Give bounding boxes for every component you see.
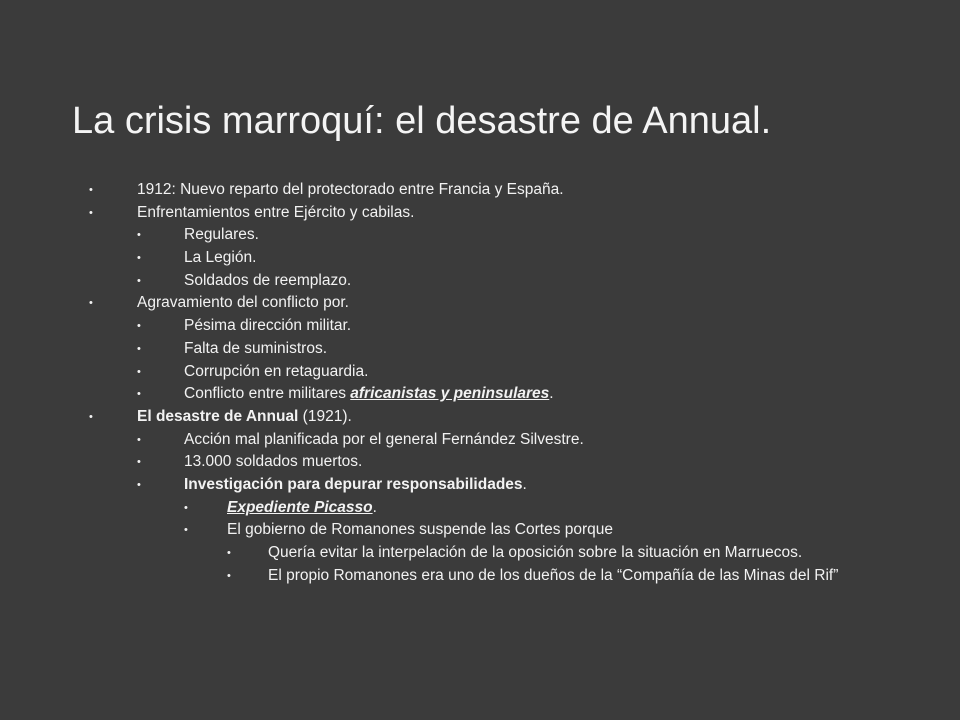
list-item bbox=[0, 451, 960, 474]
bullet-icon: • bbox=[89, 206, 93, 219]
list-item-text: Acción mal planificada por el general Fernández Silvestre. bbox=[184, 430, 584, 448]
list-item bbox=[0, 383, 960, 406]
bullet-list bbox=[0, 179, 960, 587]
list-item-text bbox=[227, 497, 377, 520]
list-item-text: El gobierno de Romanones suspende las Cortes porque bbox=[227, 521, 614, 539]
list-item-text: Pésima dirección militar. bbox=[184, 317, 352, 335]
bullet-icon: • bbox=[137, 433, 141, 446]
list-item-text: Regulares. bbox=[184, 226, 259, 244]
list-item-text: 1912: Nuevo reparto del protectorado entre Francia y España. bbox=[137, 181, 564, 198]
list-item-text bbox=[184, 474, 527, 497]
list-item bbox=[0, 270, 960, 293]
list-item bbox=[0, 292, 960, 315]
list-item-text: La Legión. bbox=[184, 249, 257, 267]
list-item-text bbox=[184, 383, 554, 406]
list-item bbox=[0, 338, 960, 361]
bullet-icon: • bbox=[137, 388, 141, 401]
list-item bbox=[0, 565, 960, 588]
bullet-icon: • bbox=[137, 320, 141, 333]
list-item bbox=[0, 315, 960, 338]
list-item bbox=[0, 497, 960, 520]
list-item-text: Falta de suministros. bbox=[184, 339, 327, 357]
list-item-text: Soldados de reemplazo. bbox=[184, 271, 352, 289]
list-item bbox=[0, 406, 960, 429]
emphasis-text: africanistas y peninsulares bbox=[350, 385, 550, 403]
list-item bbox=[0, 247, 960, 270]
bullet-icon: • bbox=[137, 342, 141, 355]
list-item-text: Agravamiento del conflicto por. bbox=[137, 294, 349, 312]
bullet-icon: • bbox=[89, 410, 93, 423]
list-item-text: Enfrentamientos entre Ejército y cabilas. bbox=[137, 203, 415, 221]
list-item bbox=[0, 202, 960, 225]
list-item-text-part: (1921). bbox=[298, 407, 352, 425]
list-item bbox=[0, 224, 960, 247]
bullet-icon: • bbox=[89, 184, 93, 196]
bullet-icon: • bbox=[137, 252, 141, 265]
list-item-text: Quería evitar la interpelación de la oposición sobre la situación en Marruecos. bbox=[268, 544, 803, 561]
list-item-text-part: Conflicto entre militares bbox=[184, 385, 351, 403]
slide-title: La crisis marroquí: el desastre de Annual. bbox=[72, 100, 772, 142]
list-item bbox=[0, 474, 960, 497]
bullet-icon: • bbox=[89, 297, 93, 310]
bullet-icon: • bbox=[184, 501, 188, 514]
bullet-icon: • bbox=[227, 547, 231, 559]
list-item bbox=[0, 429, 960, 452]
bullet-icon: • bbox=[227, 569, 231, 582]
bullet-icon: • bbox=[137, 456, 141, 469]
bold-text: Investigación para depurar responsabilidades bbox=[184, 475, 523, 493]
list-item-text: El propio Romanones era uno de los dueños de la “Compañía de las Minas del Rif” bbox=[268, 566, 839, 584]
list-item-text-part: . bbox=[549, 385, 554, 403]
bullet-icon: • bbox=[137, 365, 141, 378]
list-item bbox=[0, 519, 960, 542]
list-item bbox=[0, 542, 960, 565]
list-item-text-part: . bbox=[372, 498, 377, 516]
list-item-text: Corrupción en retaguardia. bbox=[184, 362, 369, 380]
bullet-icon: • bbox=[184, 524, 188, 537]
bold-text: El desastre de Annual bbox=[137, 407, 299, 425]
list-item-text-part: . bbox=[522, 475, 527, 493]
list-item-text: 13.000 soldados muertos. bbox=[184, 453, 363, 471]
list-item bbox=[0, 361, 960, 384]
emphasis-text: Expediente Picasso bbox=[227, 498, 373, 516]
bullet-icon: • bbox=[137, 478, 141, 491]
list-item-text bbox=[137, 406, 352, 429]
bullet-icon: • bbox=[137, 229, 141, 242]
list-item bbox=[0, 179, 960, 202]
bullet-icon: • bbox=[137, 274, 141, 287]
